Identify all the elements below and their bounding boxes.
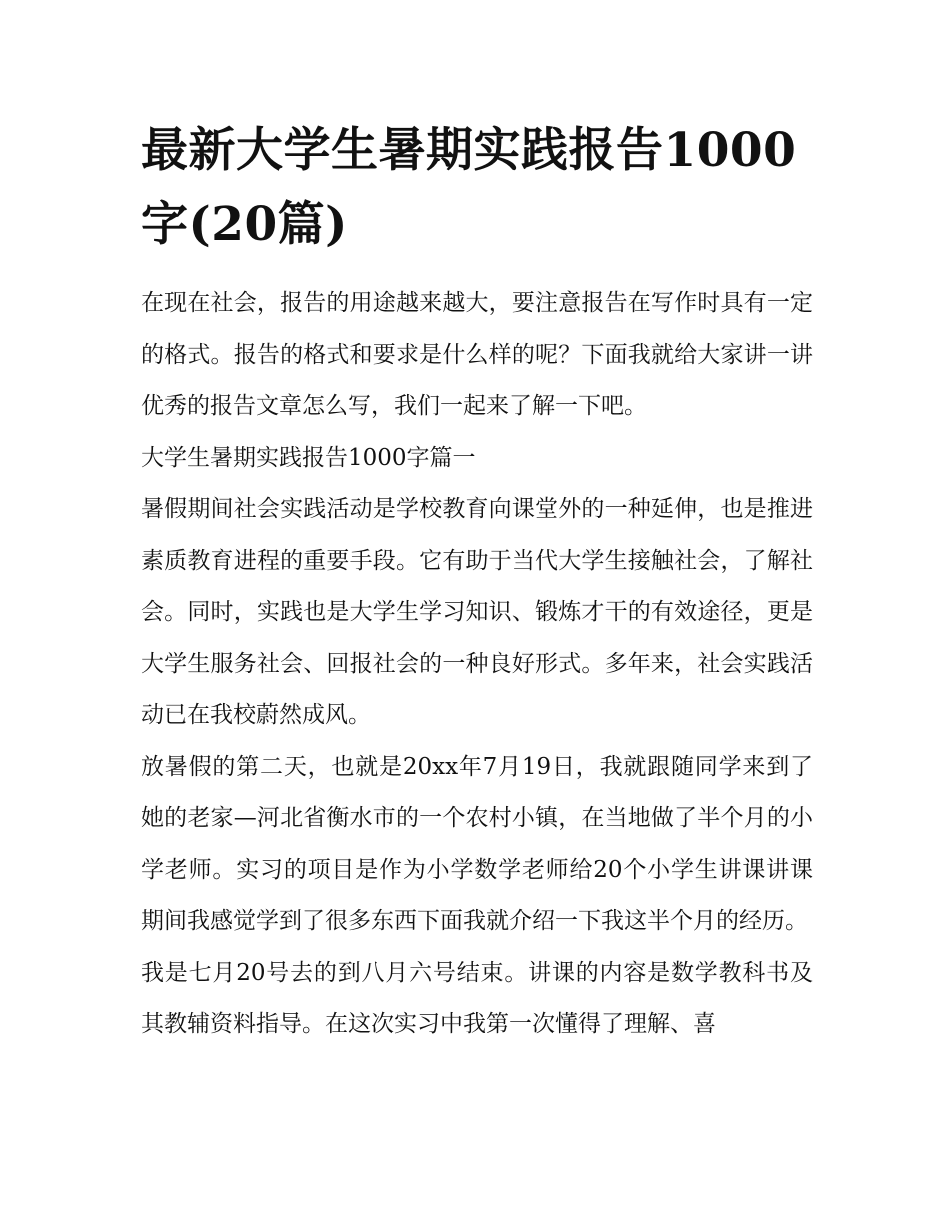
intro-paragraph: 在现在社会，报告的用途越来越大，要注意报告在写作时具有一定的格式。报告的格式和要求是什么样的呢？下面我就给大家讲一讲优秀的报告文章怎么写，我们一起来了解一下吧。 [141, 290, 813, 419]
document-title: 最新大学生暑期实践报告1000字(20篇) [141, 123, 797, 252]
document-body [141, 278, 813, 1051]
section-heading: 大学生暑期实践报告1000字篇一 [141, 444, 476, 471]
body-paragraph: 放暑假的第二天，也就是20xx年7月19日，我就跟随同学来到了她的老家—河北省衡水市的一个农村小镇，在当地做了半个月的小学老师。实习的项目是作为小学数学老师给20个小学生讲课讲课期间我感觉学到了很多东西下面我就介绍一下我这半个月的经历。 [141, 753, 813, 934]
body-paragraph: 我是七月20号去的到八月六号结束。讲课的内容是数学教科书及其教辅资料指导。在这次实习中我第一次懂得了理解、喜 [141, 959, 813, 1037]
body-paragraph: 暑假期间社会实践活动是学校教育向课堂外的一种延伸，也是推进素质教育进程的重要手段。它有助于当代大学生接触社会，了解社会。同时，实践也是大学生学习知识、锻炼才干的有效途径，更是大学生服务社会、回报社会的一种良好形式。多年来，社会实践活动已在我校蔚然成风。 [141, 496, 813, 728]
